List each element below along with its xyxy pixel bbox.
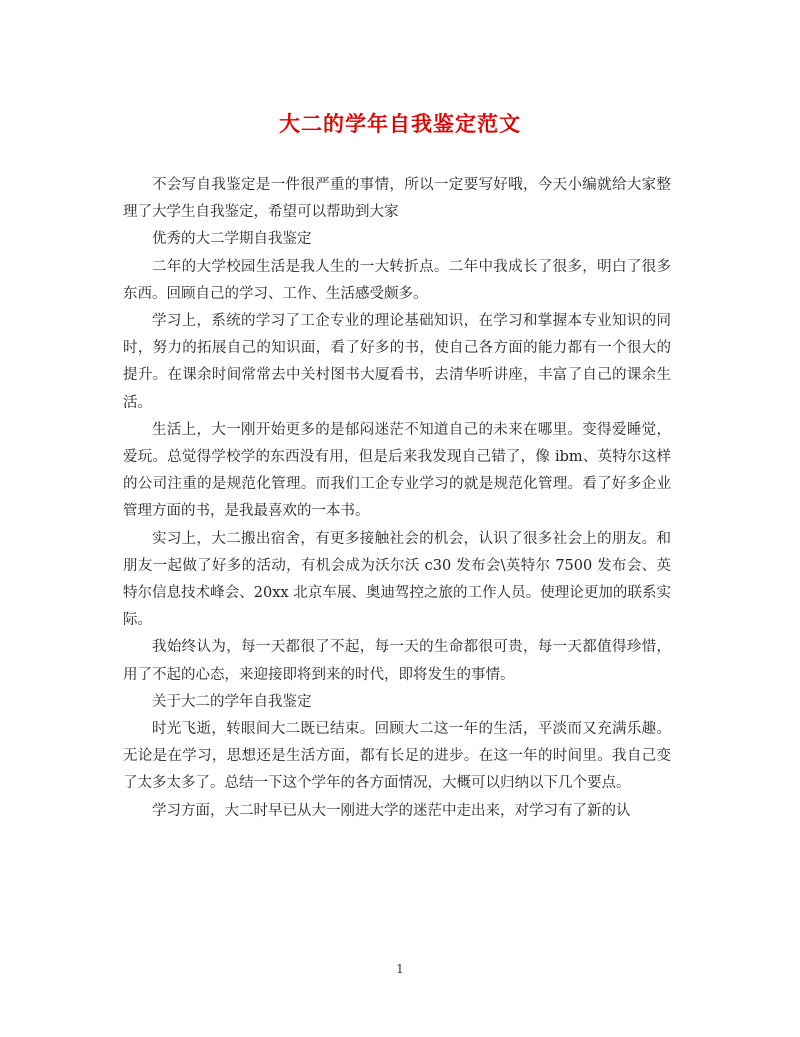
paragraph-life: 生活上，大一刚开始更多的是郁闷迷茫不知道自己的未来在哪里。变得爱睡觉，爱玩。总觉得学校学的东西没有用，但是后来我发现自己错了，像 ibm、英特尔这样的公司注重的是规范化管理。而我们工企专业学习的就是规范化管理。看了好多企业管理方面的书，是我最喜欢的一本书。 <box>123 421 671 520</box>
paragraph-belief: 我始终认为，每一天都很了不起，每一天的生命都很可贵，每一天都值得珍惜，用了不起的心态，来迎接即将到来的时代，即将发生的事情。 <box>123 639 671 683</box>
section-heading-about: 关于大二的学年自我鉴定 <box>152 693 312 710</box>
paragraph-overview: 二年的大学校园生活是我人生的一大转折点。二年中我成长了很多，明白了很多东西。回顾自己的学习、工作、生活感受颇多。 <box>123 258 671 302</box>
section-heading-excellent: 优秀的大二学期自我鉴定 <box>152 231 312 248</box>
paragraph-internship: 实习上，大二搬出宿舍，有更多接触社会的机会，认识了很多社会上的朋友。和朋友一起做了好多的活动，有机会成为沃尔沃 c30 发布会\英特尔 7500 发布会、英特尔信息技术峰会、20xx 北京车展、奥迪驾控之旅的工作人员。使理论更加的联系实际。 <box>123 530 671 629</box>
paragraph-summary: 时光飞逝，转眼间大二既已结束。回顾大二这一年的生活，平淡而又充满乐趣。无论是在学习，思想还是生活方面，都有长足的进步。在这一年的时间里。我自己变了太多太多了。总结一下这个学年的各方面情况，大概可以归纳以下几个要点。 <box>123 721 671 792</box>
page-number: 1 <box>396 962 404 976</box>
document-title: 大二的学年自我鉴定范文 <box>279 111 521 136</box>
paragraph-study-aspect: 学习方面，大二时早已从大一刚进大学的迷茫中走出来，对学习有了新的认 <box>152 802 631 819</box>
intro-paragraph: 不会写自我鉴定是一件很严重的事情，所以一定要写好哦，今天小编就给大家整理了大学生自我鉴定，希望可以帮助到大家 <box>123 177 671 221</box>
paragraph-study: 学习上，系统的学习了工企专业的理论基础知识，在学习和掌握本专业知识的同时，努力的拓展自己的知识面，看了好多的书，使自己各方面的能力都有一个很大的提升。在课余时间常常去中关村图书大厦看书，去清华听讲座，丰富了自己的课余生活。 <box>123 313 671 411</box>
document-body <box>123 172 671 825</box>
